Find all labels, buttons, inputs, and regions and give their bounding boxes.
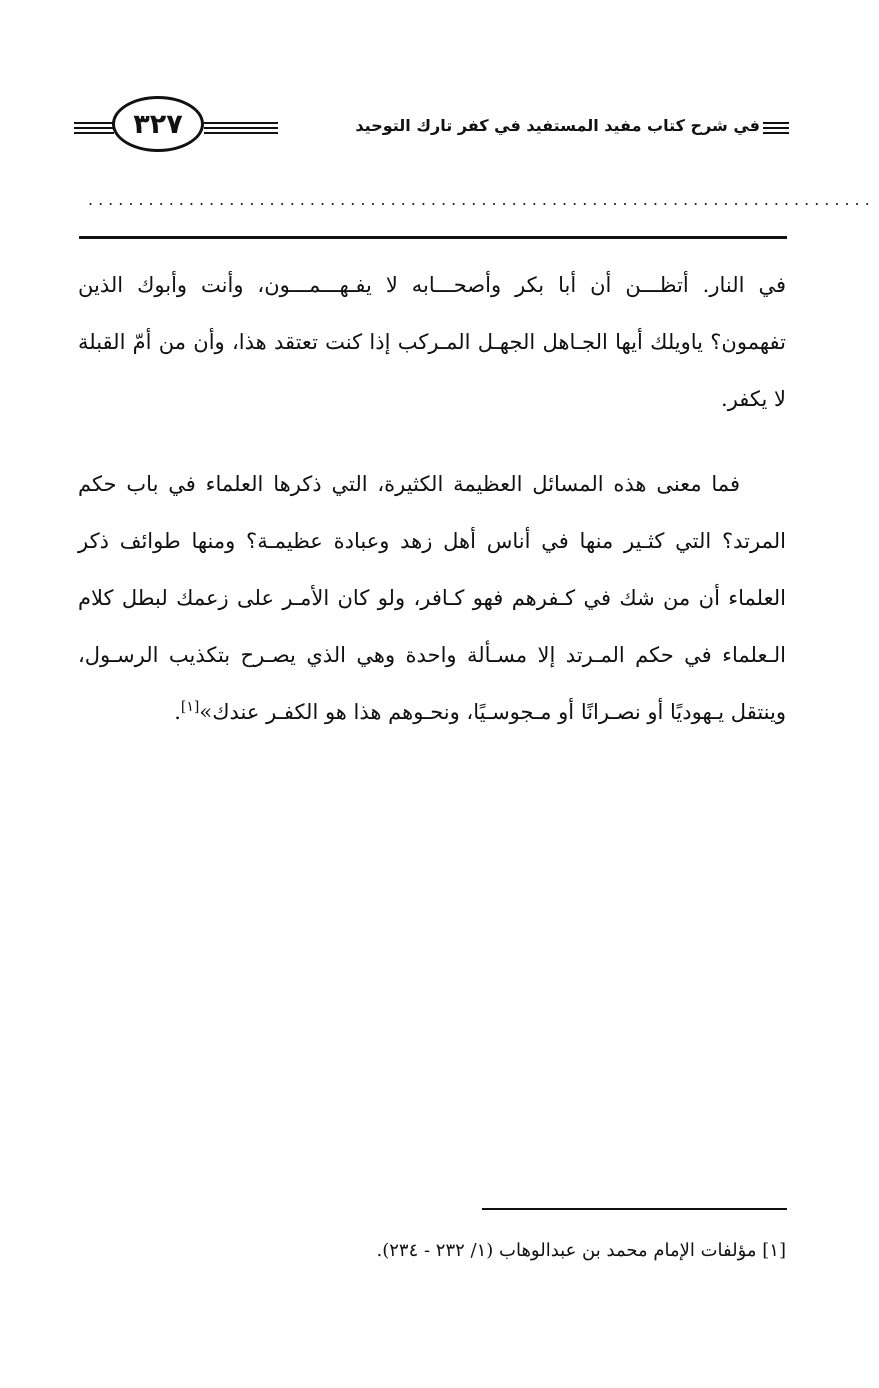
paragraph-2 xyxy=(78,456,786,741)
footnote-divider xyxy=(482,1208,787,1210)
paragraph-2-end: . xyxy=(174,700,181,724)
page-header xyxy=(0,90,879,170)
footnote-reference[interactable]: [١] xyxy=(180,699,200,715)
footnote: [١] مؤلفات الإمام محمد بن عبدالوهاب (١/ ٢٣٢ - ٢٣٤). xyxy=(376,1240,786,1261)
running-title: في شرح كتاب مفيد المستفيد في كفر تارك التوحيد xyxy=(355,116,760,135)
header-rule-right xyxy=(763,122,789,137)
header-divider xyxy=(79,236,787,239)
paragraph-1: في النار. أتظـــن أن أبا بكر وأصحـــابه لا يفـهـــمـــون، وأنت وأبوك الذين تفهمون؟ ياويلك أيها الجـاهل الجهـل المـركب إذا كنت تعتقد هذا، وأن من أمّ القبلة لا يكفر. xyxy=(78,273,786,411)
header-rule-middle xyxy=(204,122,278,137)
paragraph-2-text: فما معنى هذه المسائل العظيمة الكثيرة، التي ذكرها العلماء في باب حكم المرتد؟ التي كثـير منها في أناس أهل زهد وعبادة عظيمـة؟ ومنها طوائف ذكر العلماء أن من شك في كـفرهم فهو كـافر، ولو كان الأمـر على زعمك لبطل كلام الـعلماء في حكم المـرتد إلا مسـألة واحدة وهي الذي يصـرح بتكذيب الرسـول، وينتقل يـهوديًا أو نصـرانًا أو مـجوسـيًا، ونحـوهم هذا هو الكفـر عندك» xyxy=(78,472,786,724)
header-rule-left xyxy=(74,122,114,137)
ellipsis-separator: .............................................................................. xyxy=(88,190,875,209)
page-number: ٣٢٧ xyxy=(112,96,204,152)
